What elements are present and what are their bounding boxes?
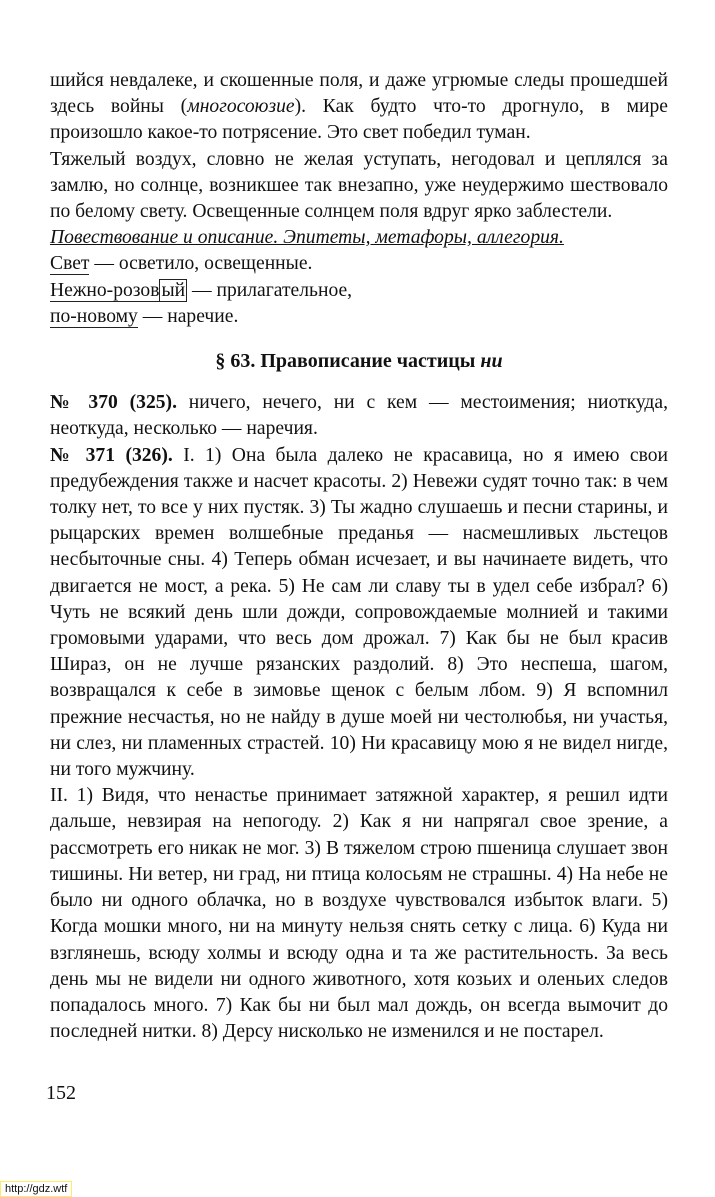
paragraph-continued bbox=[50, 68, 668, 147]
text-run: — наречие. bbox=[137, 305, 239, 327]
watermark-link[interactable]: http://gdz.wtf bbox=[0, 1181, 72, 1197]
paragraph: Тяжелый воздух, словно не желая уступать, негодовал и цеплялся за замлю, но солнце, возникшее так внезапно, уже неудержимо шествовало по белому свету. Освещенные солнцем поля вдруг ярко заблестели. bbox=[50, 148, 668, 223]
section-title-text: § 63. Правописание частицы bbox=[215, 350, 481, 373]
text-run: ). Как будто что-то дрогнуло, в мире произошло какое-то потрясение. Это свет победил туман. bbox=[50, 96, 668, 144]
section-title bbox=[50, 348, 668, 374]
exercise-number: № 370 (325). bbox=[50, 392, 177, 414]
exercise-text: I. 1) Она была далеко не красавица, но я имею свои предубеждения также и насчет красоты. 2) Невежи судят точно так: в чем толку нет, то все у них пустяк. 3) Ты жадно слушаешь и песни старины, и рыцарских времен волшебные преданья — насмешливых льстецов несбыточные сны. 4) Теперь обман исчезает, и вы начинаете видеть, что двигается не мост, а река. 5) Не сам ли славу ты в удел себе избрал? 6) Чуть не всякий день шли дожди, сопровождаемые молнией и такими громовыми ударами, что весь дом дрожал. 7) Как бы не был красив Шираз, он не лучше рязанских раздолий. 8) Это неспеша, шагом, возвращался к себе в зимовье щенок с белым лбом. 9) Я вспомнил прежние несчастья, но не найду в душе моей ни честолюбья, ни участья, ни слез, ни пламенных страстей. 10) Ни красавицу мою я не видел нигде, ни того мужчину. bbox=[50, 444, 669, 781]
stem-word: Нежно-розов bbox=[50, 279, 160, 301]
exercise-371-part-2: II. 1) Видя, что ненастье принимает затяжной характер, я решил идти дальше, невзирая на непогоду. 2) Как я ни напрягал свое зрение, а рассмотреть его никак не мог. 3) В тяжелом строю пшеница слушает звон тишины. Ни ветер, ни град, ни птица колосьям не страшны. 4) На небе не было ни одного облачка, но в воздухе чувствовался избыток влаги. 5) Когда мошки много, ни на минуту нельзя снять сетку с лица. 6) Куда ни взглянешь, всюду холмы и всюду одна и та же растительность. За весь день мы не видели ни одного животного, хотя козьих и оленьих следов попадалось много. 7) Как бы ни был мал дождь, он всегда вымочит до последней нитки. 8) Дерсу нисколько не изменился и не постарел. bbox=[50, 785, 668, 1043]
morph-line-3 bbox=[50, 304, 668, 330]
page-content bbox=[50, 68, 668, 1045]
exercise-370 bbox=[50, 390, 668, 442]
morph-line-2 bbox=[50, 278, 668, 304]
suffix-box: ый bbox=[161, 279, 186, 301]
text-run: — осветило, освещенные. bbox=[89, 253, 313, 275]
text-run: — прилагательное, bbox=[187, 279, 353, 301]
exercise-371-part-1 bbox=[50, 443, 668, 784]
exercise-number: № 371 (326). bbox=[50, 444, 173, 466]
analysis-heading: Повествование и описание. Эпитеты, метафоры, аллегория. bbox=[50, 227, 564, 249]
section-title-particle: ни bbox=[480, 350, 503, 373]
exercise-text: ничего, нечего, ни с кем — местоимения; ниоткуда, неоткуда, несколько — наречия. bbox=[50, 392, 668, 440]
page-number: 152 bbox=[46, 1082, 76, 1104]
text-run: шийся невдалеке, и скошенные поля, и даже угрюмые следы прошедшей здесь войны ( bbox=[50, 70, 668, 118]
adverb-word: по-новому bbox=[50, 305, 138, 327]
italic-term: многосоюзие bbox=[187, 96, 295, 118]
root-word: Свет bbox=[50, 253, 90, 275]
morph-line-1 bbox=[50, 251, 668, 277]
